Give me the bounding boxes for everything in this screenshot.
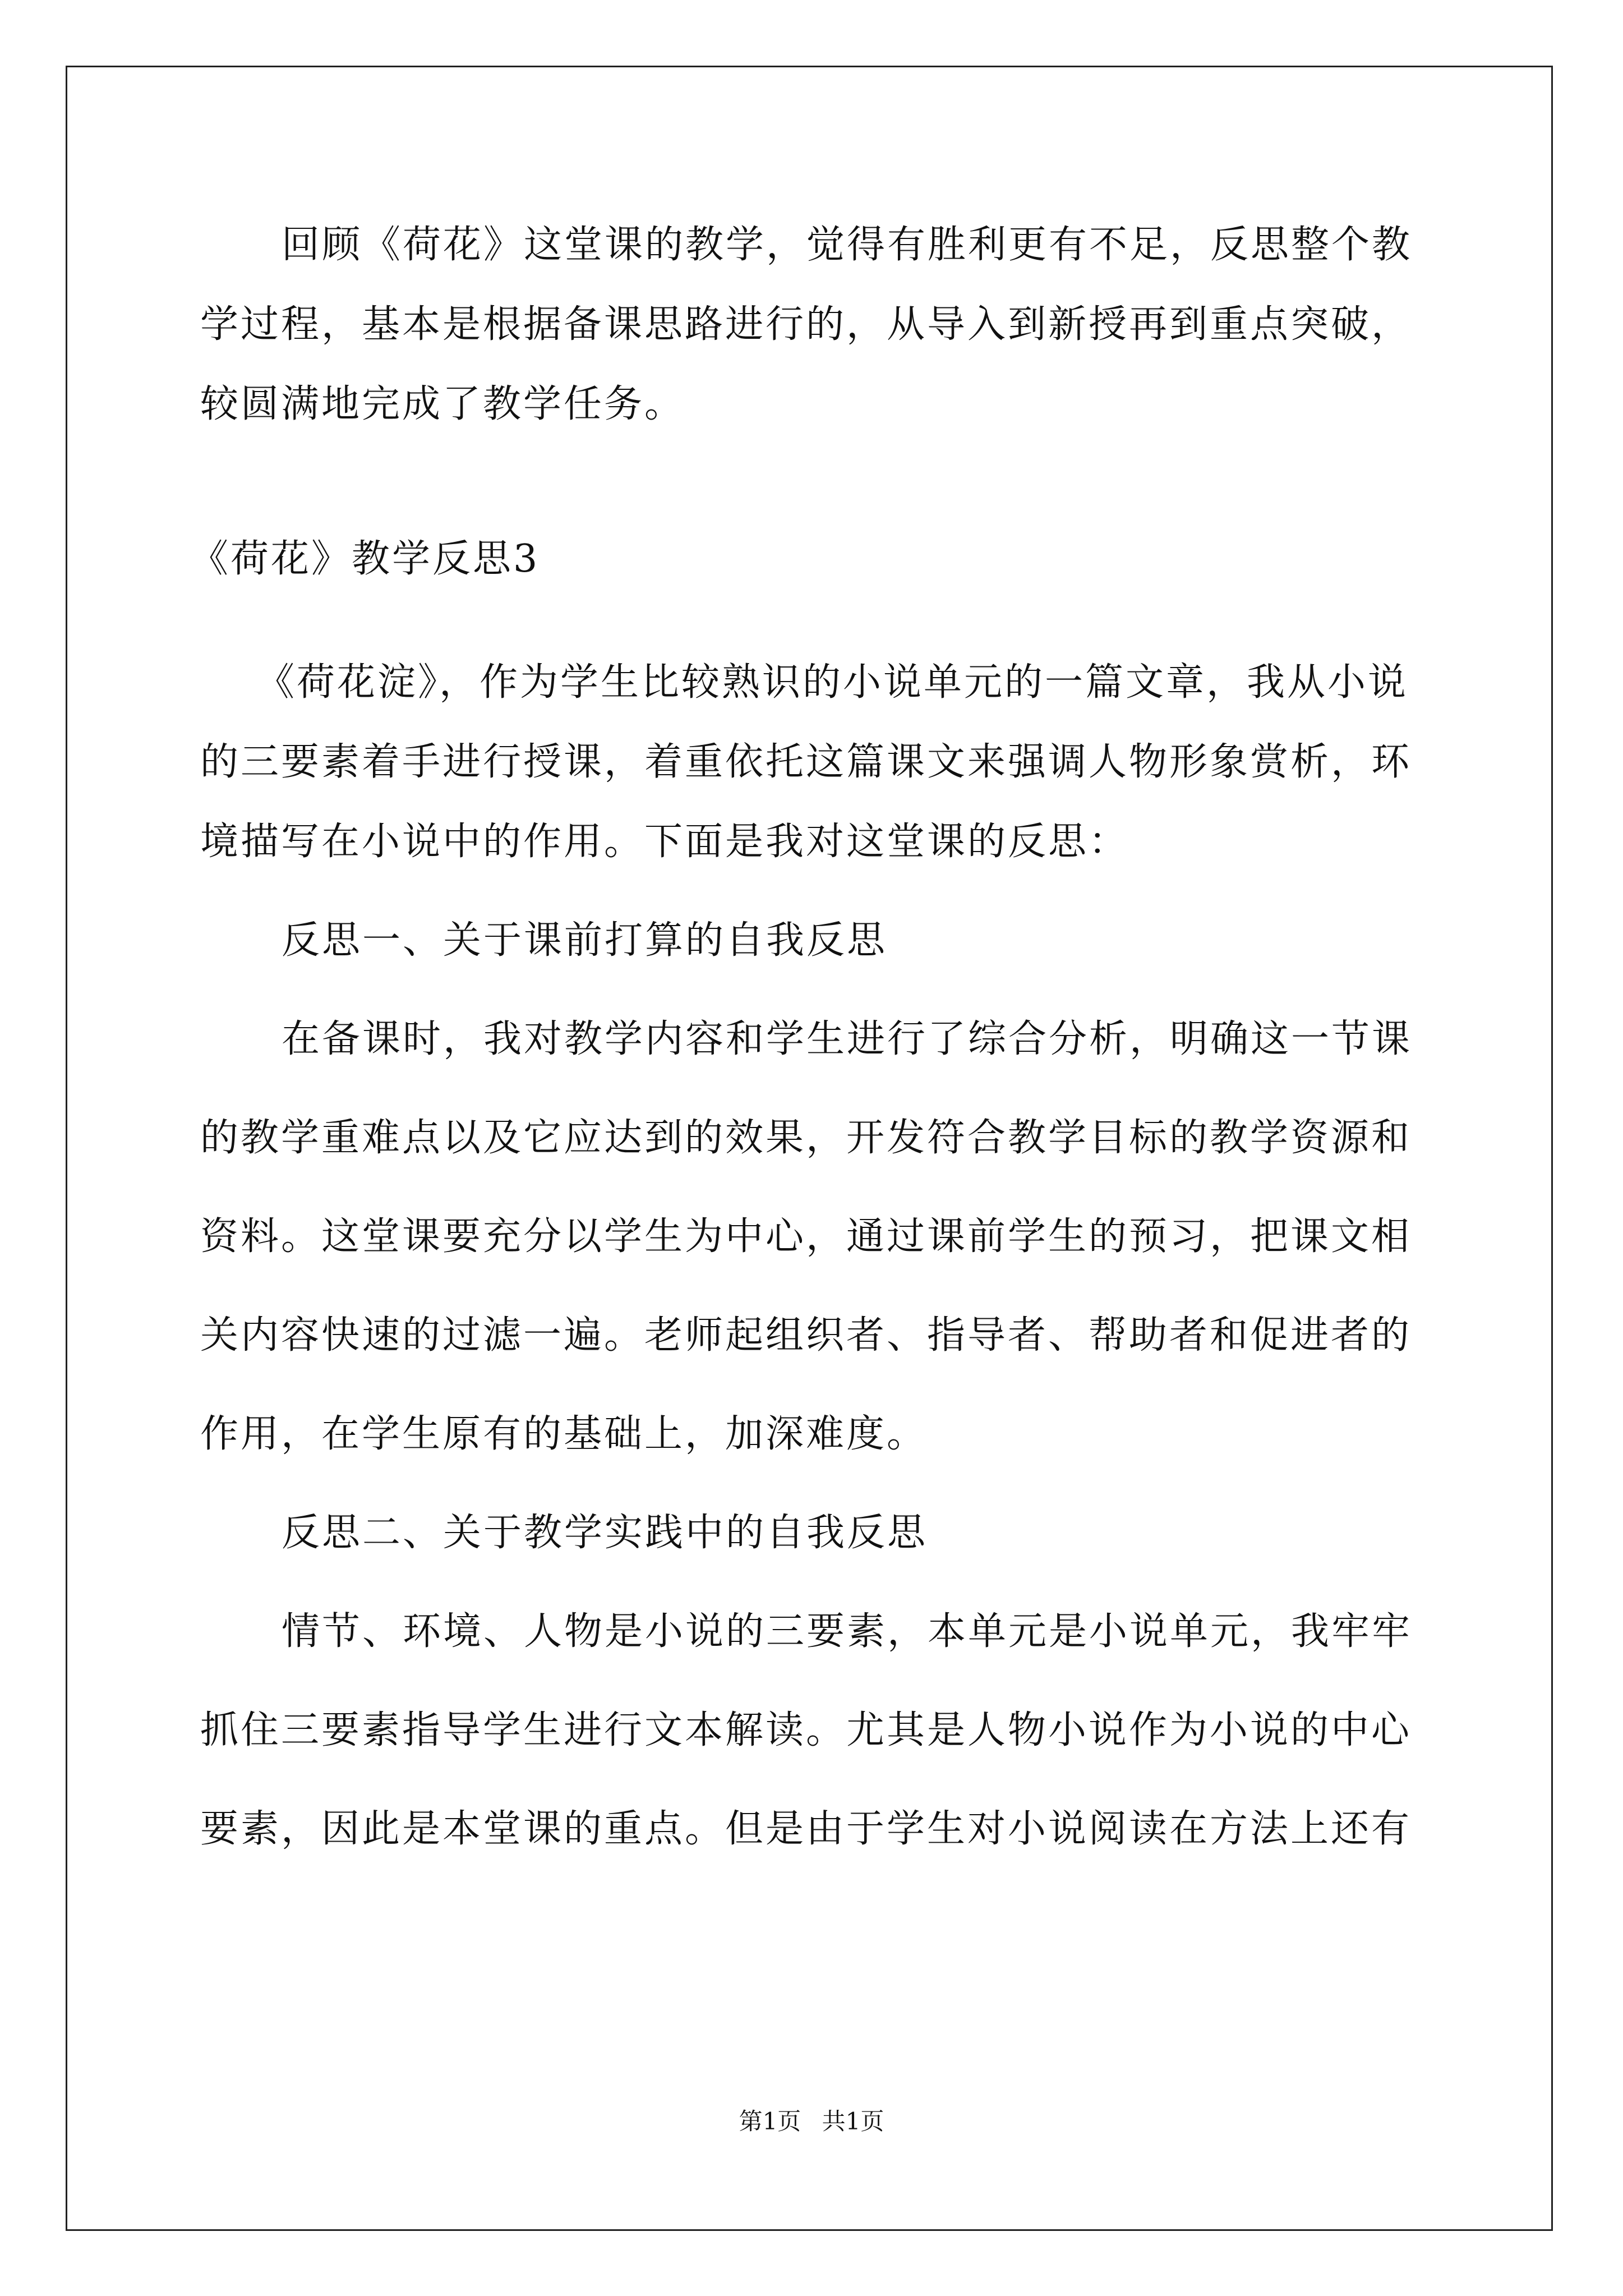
paragraph-line: 的教学重难点以及它应达到的效果，开发符合教学目标的教学资源和 [200, 1116, 1412, 1160]
paragraph-line: 要素，因此是本堂课的重点。但是由于学生对小说阅读在方法上还有 [200, 1807, 1412, 1851]
paragraph-line: 回顾《荷花》这堂课的教学，觉得有胜利更有不足，反思整个教 [282, 223, 1413, 267]
paragraph-line: 情节、环境、人物是小说的三要素，本单元是小说单元，我牢牢 [282, 1609, 1413, 1654]
paragraph-line: 学过程，基本是根据备课思路进行的，从导入到新授再到重点突破， [200, 302, 1412, 347]
paragraph-line: 《荷花淀》，作为学生比较熟识的小说单元的一篇文章，我从小说 [256, 660, 1409, 705]
paragraph-line: 的三要素着手进行授课，着重依托这篇课文来强调人物形象赏析，环 [200, 740, 1412, 784]
page-number-current: 第1页 [739, 2108, 801, 2135]
page-footer [0, 2105, 1623, 2138]
paragraph-line: 境描写在小说中的作用。下面是我对这堂课的反思： [200, 820, 1129, 864]
paragraph-line: 较圆满地完成了教学任务。 [200, 382, 685, 426]
subheading: 反思一、关于课前打算的自我反思 [282, 918, 888, 963]
paragraph-line: 关内容快速的过滤一遍。老师起组织者、指导者、帮助者和促进者的 [200, 1313, 1412, 1358]
paragraph-line: 资料。这堂课要充分以学生为中心，通过课前学生的预习，把课文相 [200, 1214, 1412, 1259]
section-heading: 《荷花》教学反思3 [190, 537, 540, 581]
page-number-total: 共1页 [822, 2108, 884, 2135]
paragraph-line: 作用，在学生原有的基础上，加深难度。 [200, 1412, 928, 1456]
paragraph-line: 在备课时，我对教学内容和学生进行了综合分析，明确这一节课 [282, 1017, 1413, 1061]
paragraph-line: 抓住三要素指导学生进行文本解读。尤其是人物小说作为小说的中心 [200, 1708, 1412, 1752]
subheading: 反思二、关于教学实践中的自我反思 [282, 1511, 928, 1555]
